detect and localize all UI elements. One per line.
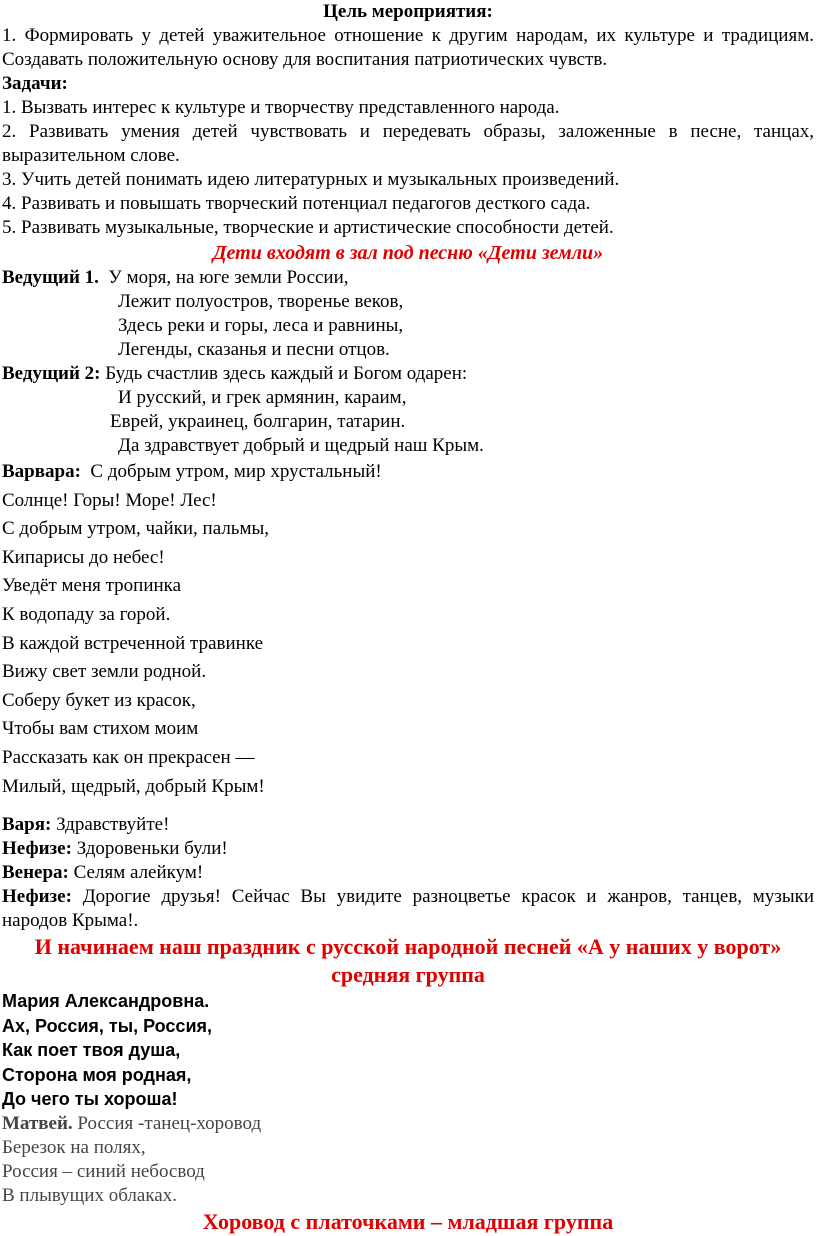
host2-text: Будь счастлив здесь каждый и Богом одарен: [105,363,468,384]
speaker-text: Дорогие друзья! Сейчас Вы увидите разноцветье красок и жанров, танцев, музыки народов Крыма!. [2,886,814,932]
poem-line: Березок на полях, [2,1136,146,1158]
goal-title: Цель мероприятия: [323,1,493,22]
host1-text: У моря, на юге земли России, [108,267,349,288]
poem-line: Как поет твоя душа, [2,1040,181,1061]
host2-line: Да здравствует добрый и щедрый наш Крым. [118,435,484,456]
task-item: 4. Развивать и повышать творческий потенциал педагогов десткого сада. [2,193,591,214]
poem-line: В каждой встреченной травинке [2,632,264,654]
varvara-line [2,458,814,487]
spacer [2,801,814,813]
goal-text: 1. Формировать у детей уважительное отношение к другим народам, их культуре и традициям. Создавать положительную основу для воспитания патриотических чувств. [2,25,814,70]
poem-line: С добрым утром, чайки, пальмы, [2,518,270,540]
speaker-text: Селям алейкум! [73,862,204,884]
host1-line [2,266,814,290]
host2-line [2,362,814,386]
varvara-poem [2,458,814,801]
poem-line: Ах, Россия, ты, Россия, [2,1015,213,1036]
speaker-name: Венера: [2,862,69,884]
speaker-text: Здравствуйте! [56,814,170,836]
host1-line: Легенды, сказанья и песни отцов. [118,339,390,360]
greeting-line [2,861,814,885]
poem-line: До чего ты хороша! [2,1089,178,1110]
poem-line: Вижу свет земли родной. [2,661,207,683]
matvey-poem [2,1112,814,1208]
poem-line: Солнце! Горы! Море! Лес! [2,489,217,511]
task-item: 3. Учить детей понимать идею литературных и музыкальных произведений. [2,169,620,190]
heading-russian-song: И начинаем наш праздник с русской народной песней «А у наших у ворот» средняя группа [34,934,782,988]
heading-khorovod: Хоровод с платочками – младшая группа [202,1208,614,1234]
varvara-text: С добрым утром, мир хрустальный! [90,461,382,482]
varvara-name: Варвара: [2,461,81,482]
poem-line: Рассказать как он прекрасен — [2,746,255,768]
host2-line: И русский, и грек армянин, караим, [118,387,407,408]
host1-name: Ведущий 1. [2,267,99,288]
task-item: 1. Вызвать интерес к культуре и творчеству представленного народа. [2,97,560,118]
greeting-line [2,885,814,933]
matvey-name: Матвей. [2,1112,73,1134]
poem-line: Кипарисы до небес! [2,546,165,568]
maria-poem [2,989,814,1112]
host2-name: Ведущий 2: [2,363,101,384]
speaker-name: Нефизе: [2,886,72,908]
matvey-text: Россия -танец-хоровод [77,1112,262,1134]
poem-line: Чтобы вам стихом моим [2,718,199,740]
poem-line: Россия – синий небосвод [2,1160,205,1182]
heading-entrance: Дети входят в зал под песню «Дети земли» [212,242,604,264]
greeting-line [2,837,814,861]
poem-line: Уведёт меня тропинка [2,575,182,597]
speaker-text: Здоровеньки були! [76,838,228,860]
speaker-name: Варя: [2,814,52,836]
task-item: 2. Развивать умения детей чувствовать и передевать образы, заложенные в песне, танцах, выразительном слове. [2,121,814,166]
matvey-line [2,1112,814,1136]
maria-name: Мария Александровна. [2,991,210,1012]
poem-line: В плывущих облаках. [2,1184,177,1206]
poem-line: Соберу букет из красок, [2,689,196,711]
host2-line: Еврей, украинец, болгарин, татарин. [110,411,406,432]
document-page [2,0,814,1236]
host1-line: Здесь реки и горы, леса и равнины, [118,315,404,336]
host1-line: Лежит полуостров, творенье веков, [118,291,404,312]
speaker-name: Нефизе: [2,838,72,860]
task-item: 5. Развивать музыкальные, творческие и артистические способности детей. [2,217,614,238]
poem-line: Милый, щедрый, добрый Крым! [2,775,265,797]
greeting-line [2,813,814,837]
poem-line: Сторона моя родная, [2,1064,192,1085]
poem-line: К водопаду за горой. [2,603,171,625]
tasks-title: Задачи: [2,73,68,94]
